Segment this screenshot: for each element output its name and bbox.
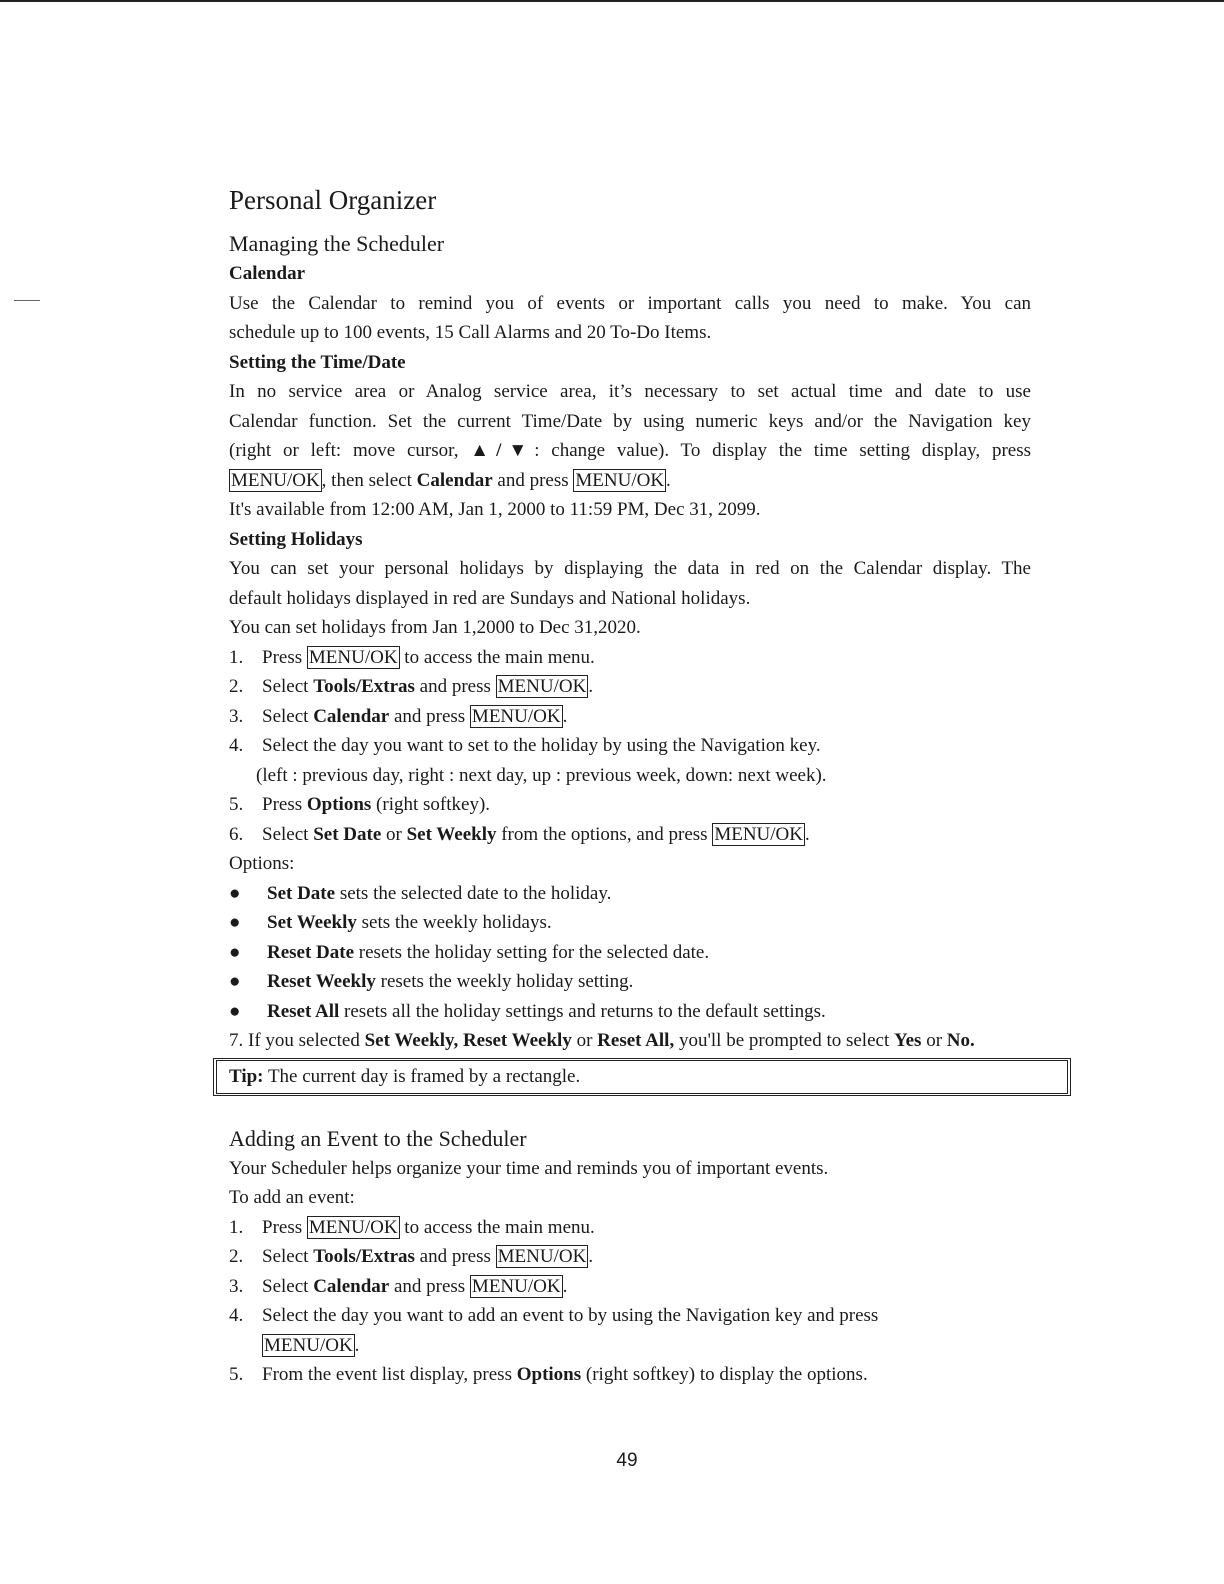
menu-ok-key: MENU/OK: [714, 823, 803, 845]
list-item: [229, 731, 1031, 761]
list-item: [229, 820, 1031, 850]
add-event-steps-list: [229, 1213, 1031, 1390]
list-item: [229, 1213, 1031, 1243]
list-item: [229, 967, 1031, 997]
step-text-a: Press: [262, 1216, 303, 1238]
menu-ok-key: MENU/OK: [471, 1275, 561, 1297]
step-text-b: to access the main menu.: [404, 646, 595, 668]
list-item: [229, 790, 1031, 820]
list-item: [229, 1242, 1031, 1272]
step7-text-c: you'll be prompted to select: [678, 1030, 890, 1051]
section-heading-managing: Managing the Scheduler: [229, 231, 445, 256]
period: .: [804, 823, 810, 845]
menu-ok-key: MENU/OK: [575, 469, 665, 491]
option-bold: Reset Date: [267, 941, 355, 963]
step7-no: No.: [946, 1030, 975, 1051]
step7-bold: Set Weekly,: [364, 1030, 459, 1051]
period: .: [588, 676, 594, 697]
option-bold: Set Weekly: [267, 912, 357, 933]
step-text-a: Select: [262, 823, 309, 845]
option-desc: sets the selected date to the holiday.: [339, 882, 612, 904]
section-heading-adding: Adding an Event to the Scheduler: [229, 1125, 527, 1151]
calendar-text-line-2: schedule up to 100 events, 15 Call Alarms and 20 To-Do Items.: [229, 322, 712, 343]
step-number: 3.: [229, 705, 244, 727]
tip-text: The current day is framed by a rectangle.: [267, 1065, 581, 1087]
subheading-holidays: Setting Holidays: [229, 528, 363, 550]
step-text: [262, 643, 1031, 673]
list-item: [229, 672, 1031, 702]
timedate-line-4: [229, 466, 1031, 496]
menu-ok-key: MENU/OK: [308, 1216, 398, 1238]
list-item: [229, 997, 1031, 1027]
period: .: [666, 469, 671, 491]
step7-or: or: [926, 1030, 943, 1051]
step-text-a: Select: [262, 1275, 309, 1297]
option-bold: Reset Weekly: [267, 971, 376, 992]
list-item: [229, 938, 1031, 968]
options-list: [229, 879, 1031, 1027]
bullet-icon: ●: [229, 971, 241, 992]
step-number: 3.: [229, 1275, 244, 1297]
list-item-continuation: [229, 761, 1031, 791]
list-item: [229, 1301, 1031, 1360]
step7-bold: Reset All,: [597, 1030, 675, 1051]
step-text-a: Select: [262, 705, 309, 727]
bullet-icon: ●: [229, 882, 241, 904]
menu-ok-key: MENU/OK: [497, 676, 587, 697]
menu-ok-key: MENU/OK: [471, 705, 561, 727]
step-text-b: (right softkey).: [376, 794, 491, 815]
step-text-a: Press: [262, 794, 303, 815]
step-text-b: from the options, and press: [501, 823, 708, 845]
arrow-up-down-icon: ▲/▼: [470, 440, 535, 461]
holidays-text-line-2: default holidays displayed in red are Sundays and National holidays.: [229, 587, 751, 609]
list-item: [229, 702, 1031, 732]
step-bold: Calendar: [313, 705, 390, 727]
step-text-a: Select: [262, 676, 309, 697]
step-text-a: From the event list display, press: [262, 1364, 512, 1385]
margin-mark: [14, 300, 40, 301]
step7-text-a: 7. If you selected: [229, 1030, 360, 1051]
options-label: Options:: [229, 853, 295, 874]
timedate-line-3a: (right or left: move cursor,: [229, 440, 459, 461]
step-text: [262, 1272, 1031, 1302]
step-number: 1.: [229, 646, 244, 668]
step-number: 6.: [229, 823, 244, 845]
step-text: Select the day you want to set to the holiday by using the Navigation key.: [262, 735, 821, 756]
option-text: [267, 967, 633, 997]
step-text-a: Select: [262, 1246, 309, 1267]
option-desc: sets the weekly holidays.: [361, 912, 552, 933]
top-rule: [0, 0, 1224, 2]
step-number: 5.: [229, 794, 244, 815]
step-text: [262, 1242, 1031, 1272]
step-7: [229, 1026, 1031, 1056]
list-item: [229, 1360, 1031, 1390]
page-title: Personal Organizer: [229, 185, 437, 215]
option-bold: Reset All: [267, 1000, 340, 1022]
step-text-a: Press: [262, 646, 303, 668]
option-desc: resets the holiday setting for the selected date.: [358, 941, 710, 963]
step-text-a: Select the day you want to add an event to by using the Navigation key and press: [262, 1305, 879, 1326]
list-item: [229, 879, 1031, 909]
menu-ok-key: MENU/OK: [497, 1246, 587, 1267]
step-number: 2.: [229, 1246, 244, 1267]
step-text: [262, 790, 1031, 820]
step-text: [262, 820, 1031, 850]
step-text: [262, 1360, 1031, 1390]
step-number: 2.: [229, 676, 244, 697]
step-text: [262, 672, 1031, 702]
timedate-line-2: Calendar function. Set the current Time/Date by using numeric keys and/or the Navigation key: [229, 410, 1031, 432]
adding-event-section: [229, 1124, 1031, 1390]
adding-to-add: To add an event:: [229, 1187, 355, 1208]
option-desc: resets the weekly holiday setting.: [380, 971, 634, 992]
calendar-text-line-1: Use the Calendar to remind you of events or important calls you need to make. You can: [229, 292, 1031, 314]
bullet-icon: ●: [229, 912, 241, 933]
step-text-b: and press: [419, 1246, 491, 1267]
list-item: [229, 908, 1031, 938]
step-bold: Set Date: [313, 823, 382, 845]
step-number: 1.: [229, 1216, 244, 1238]
bullet-icon: ●: [229, 941, 241, 963]
step-sub-text: (left : previous day, right : next day, up : previous week, down: next week).: [256, 764, 827, 786]
subheading-time-date: Setting the Time/Date: [229, 351, 406, 373]
step-text: [262, 1301, 1031, 1360]
list-item: [229, 643, 1031, 673]
step-text: [262, 702, 1031, 732]
option-text: [267, 908, 552, 938]
tip-box: [213, 1058, 1071, 1096]
step-bold: Calendar: [313, 1275, 390, 1297]
step-text: [262, 1213, 1031, 1243]
option-text: [267, 879, 611, 909]
holiday-steps-list: [229, 643, 1031, 850]
step-text-b: and press: [419, 676, 491, 697]
step-bold: Tools/Extras: [313, 1246, 415, 1267]
period: .: [588, 1246, 594, 1267]
step-number: 5.: [229, 1364, 244, 1385]
holidays-range: You can set holidays from Jan 1,2000 to Dec 31,2020.: [229, 617, 641, 638]
page-number: 49: [616, 1450, 638, 1471]
bullet-icon: ●: [229, 1000, 241, 1022]
step7-or: or: [576, 1030, 593, 1051]
page-content: [229, 182, 1031, 1390]
option-text: [267, 997, 826, 1027]
timedate-line-1: In no service area or Analog service area, it’s necessary to set actual time and date to use: [229, 381, 1031, 402]
list-item: [229, 1272, 1031, 1302]
tip-label: Tip:: [229, 1065, 264, 1087]
timedate-line-3: [229, 436, 1031, 466]
timedate-line-3b: : change value). To display the time setting display, press: [534, 440, 1032, 461]
period: .: [354, 1334, 360, 1356]
step7-yes: Yes: [893, 1030, 922, 1051]
calendar-bold: Calendar: [416, 469, 493, 491]
menu-ok-key: MENU/OK: [231, 469, 320, 491]
timedate-line-4c: and press: [497, 469, 569, 491]
holidays-text-line-1: You can set your personal holidays by displaying the data in red on the Calendar display. The: [229, 558, 1031, 579]
menu-ok-key: MENU/OK: [308, 646, 398, 668]
step-text-b: to access the main menu.: [404, 1216, 595, 1238]
period: .: [562, 705, 568, 727]
period: .: [562, 1275, 568, 1297]
step-text-or: or: [386, 823, 402, 845]
step-text-b: and press: [393, 705, 466, 727]
step-bold: Options: [516, 1364, 582, 1385]
step-bold: Options: [306, 794, 372, 815]
step-bold: Tools/Extras: [313, 676, 415, 697]
menu-ok-key: MENU/OK: [264, 1334, 353, 1356]
step-text-b: and press: [393, 1275, 466, 1297]
option-text: [267, 938, 709, 968]
timedate-line-4a: , then select: [321, 469, 412, 491]
adding-intro: Your Scheduler helps organize your time and reminds you of important events.: [229, 1157, 829, 1179]
step-number: 4.: [229, 1305, 244, 1326]
step-text-b: (right softkey) to display the options.: [585, 1364, 868, 1385]
option-desc: resets all the holiday settings and returns to the default settings.: [344, 1000, 826, 1022]
step-bold: Set Weekly: [406, 823, 497, 845]
step7-bold: Reset Weekly: [462, 1030, 572, 1051]
option-bold: Set Date: [267, 882, 336, 904]
timedate-range: It's available from 12:00 AM, Jan 1, 2000 to 11:59 PM, Dec 31, 2099.: [229, 499, 761, 520]
subheading-calendar: Calendar: [229, 263, 305, 284]
step-number: 4.: [229, 735, 244, 756]
